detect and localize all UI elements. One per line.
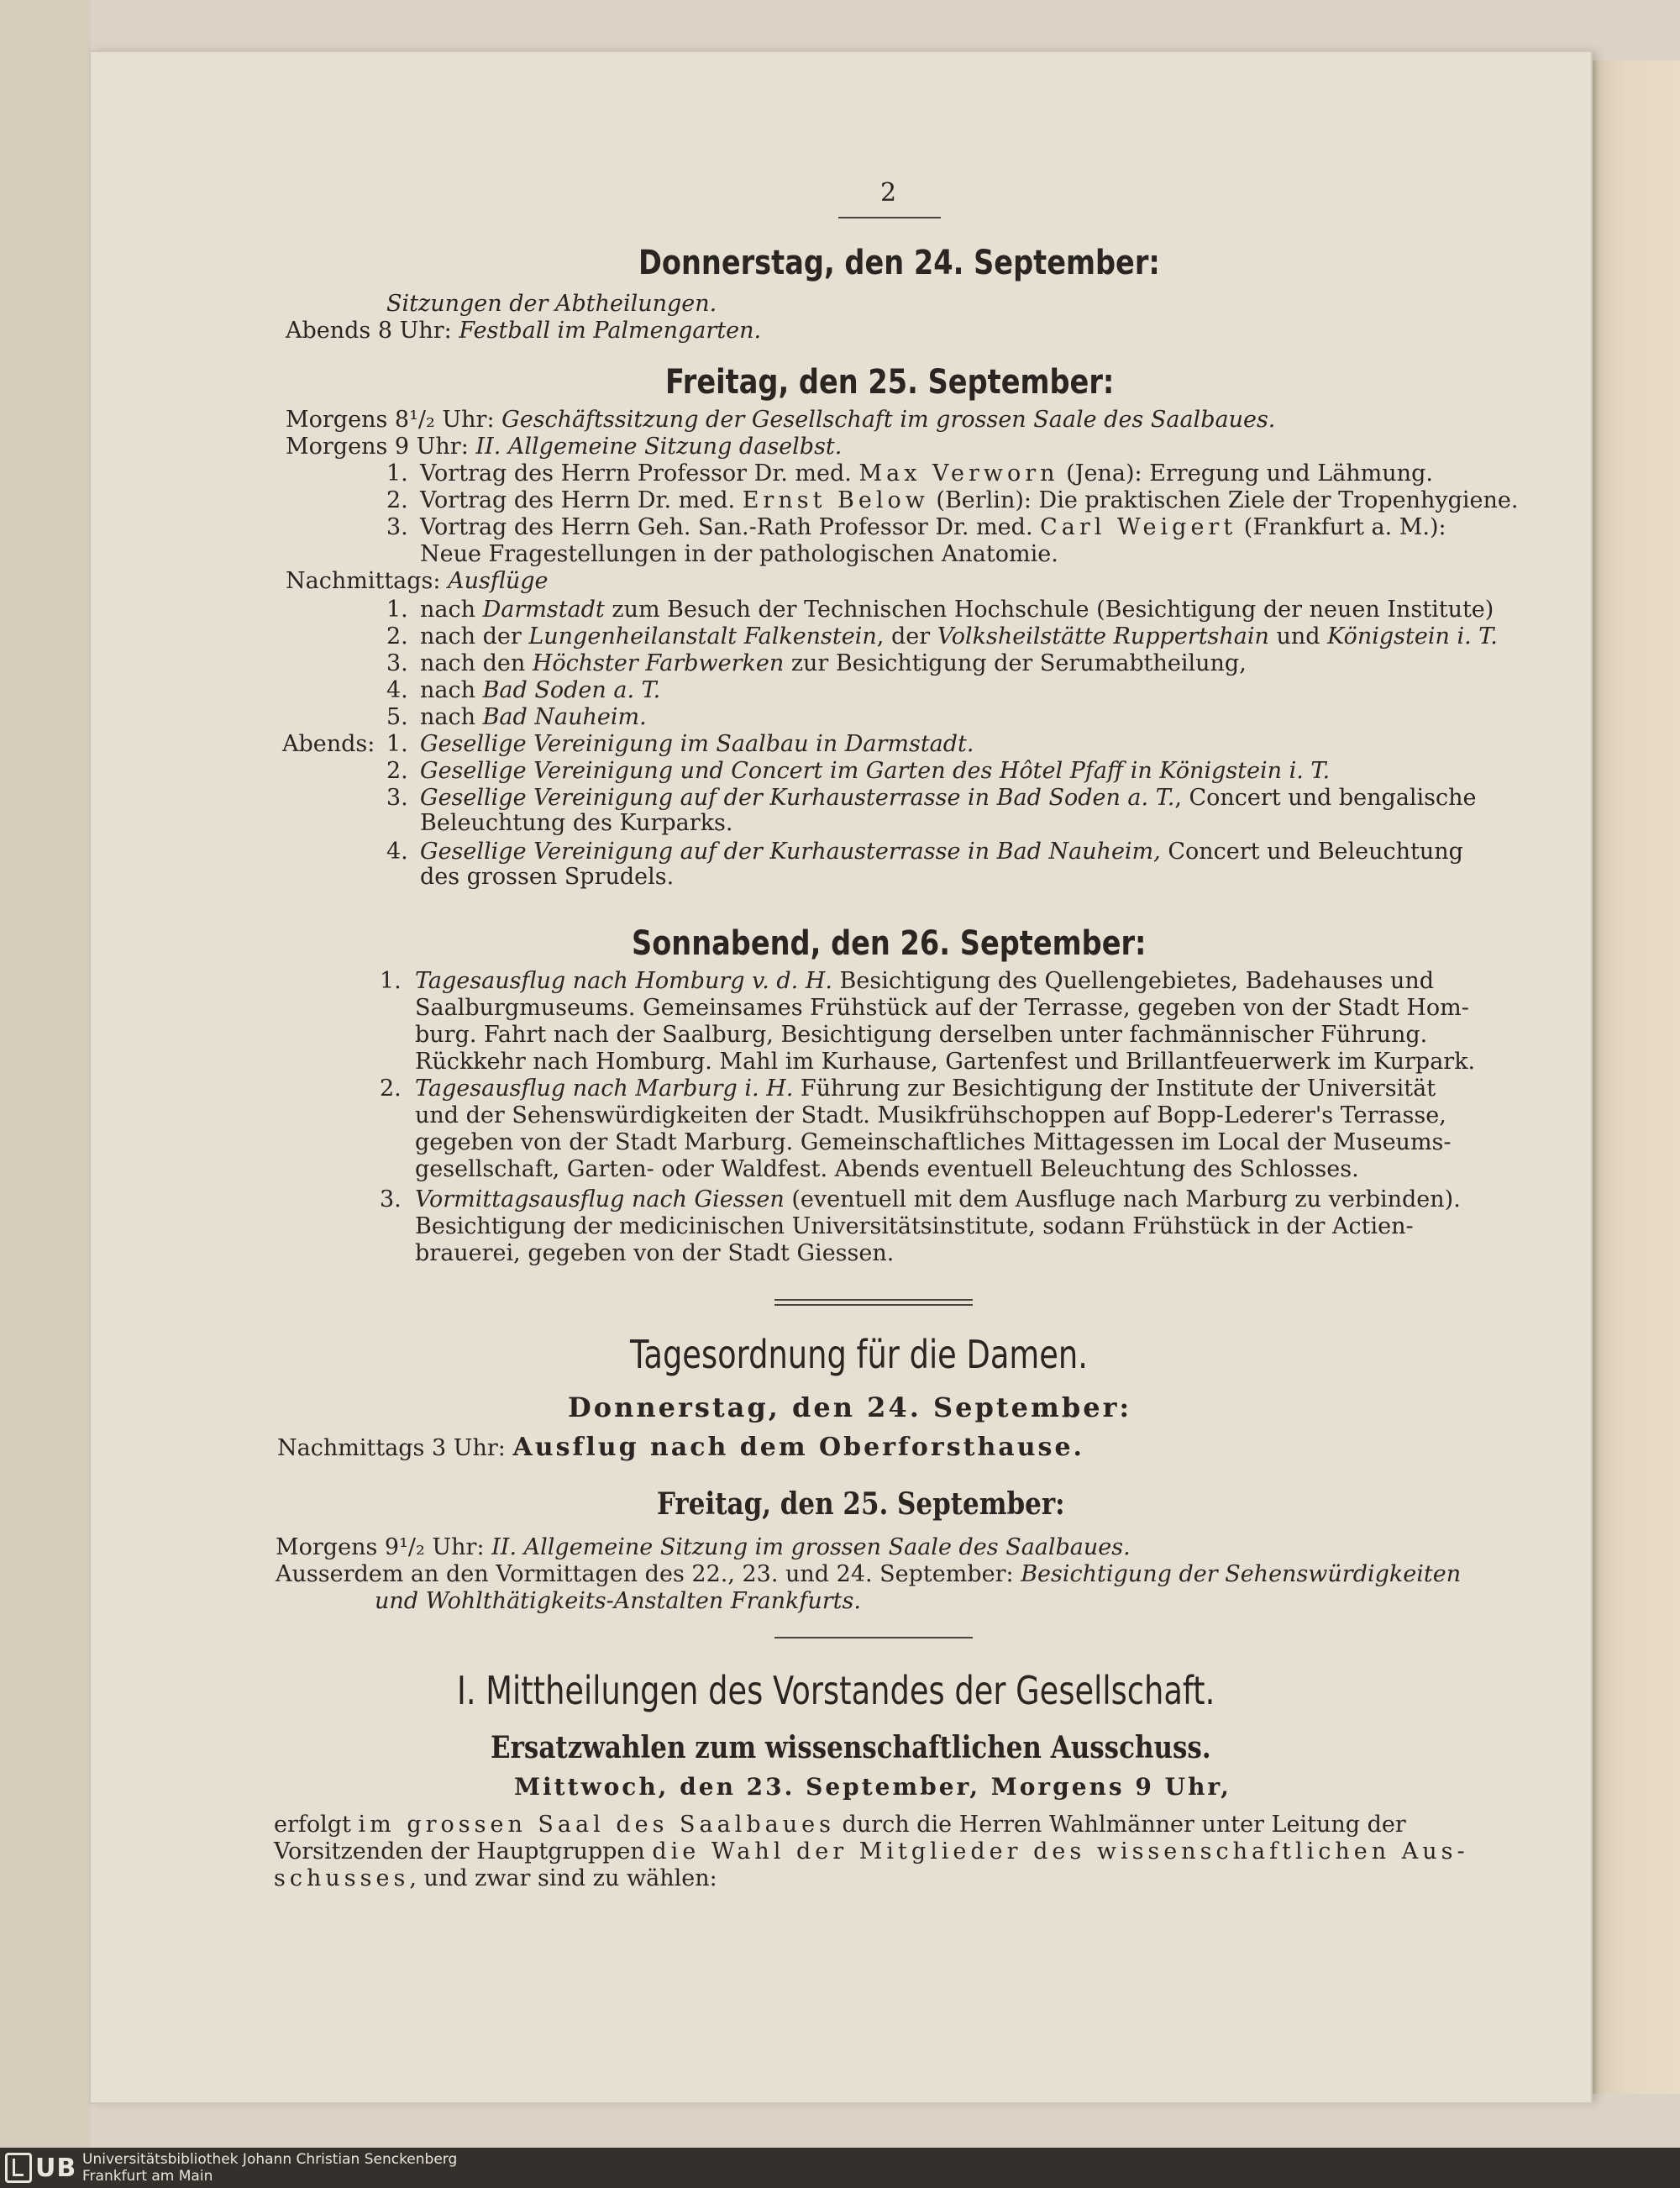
library-name-line-1: Universitätsbibliothek Johann Christian Senckenberg bbox=[82, 2151, 458, 2168]
excursion-4: nach Bad Soden a. T. bbox=[420, 677, 661, 703]
excursion-1: nach Darmstadt zum Besuch der Technischen Hochschule (Besichtigung der neuen Institute) bbox=[420, 597, 1494, 623]
lecture-2-num: 2. bbox=[386, 487, 408, 513]
evening-3-num: 3. bbox=[386, 785, 408, 811]
ladies-friday-morning: Morgens 9¹/₂ Uhr: II. Allgemeine Sitzung im grossen Saale des Saalbaues. bbox=[276, 1534, 1131, 1560]
ladies-thursday-heading: Donnerstag, den 24. September: bbox=[568, 1391, 1132, 1423]
lecture-1: Vortrag des Herrn Professor Dr. med. Max Verworn (Jena): Erregung und Lähmung. bbox=[420, 460, 1433, 487]
tour-2-line-4: gesellschaft, Garten- oder Waldfest. Abends eventuell Beleuchtung des Schlosses. bbox=[415, 1156, 1359, 1182]
thursday-sessions: Sitzungen der Abtheilungen. bbox=[386, 291, 717, 317]
excursion-5-num: 5. bbox=[386, 704, 408, 730]
elections-subtitle: Ersatzwahlen zum wissenschaftlichen Ausschuss. bbox=[491, 1730, 1211, 1765]
excursion-2-num: 2. bbox=[386, 623, 408, 650]
divider-2 bbox=[774, 1637, 973, 1638]
friday-morning-1: Morgens 8¹/₂ Uhr: Geschäftssitzung der Gesellschaft im grossen Saale des Saalbaues. bbox=[286, 407, 1276, 433]
evening-label: Abends: bbox=[282, 731, 375, 757]
evening-4: Gesellige Vereinigung auf der Kurhausterrasse in Bad Nauheim, Concert und Beleuchtung bbox=[420, 839, 1463, 865]
evening-4-num: 4. bbox=[386, 839, 408, 865]
scan-background bbox=[0, 0, 91, 2151]
tour-1: Tagesausflug nach Homburg v. d. H. Besichtigung des Quellengebietes, Badehauses und bbox=[415, 968, 1435, 994]
excursion-3-num: 3. bbox=[386, 650, 408, 676]
lecture-3-num: 3. bbox=[386, 514, 408, 540]
excursion-1-num: 1. bbox=[386, 597, 408, 623]
library-name-line-2: Frankfurt am Main bbox=[82, 2168, 213, 2185]
tour-3: Vormittagsausflug nach Giessen (eventuell mit dem Ausfluge nach Marburg zu verbinden). bbox=[415, 1186, 1461, 1212]
evening-3: Gesellige Vereinigung auf der Kurhausterrasse in Bad Soden a. T., Concert und bengalische bbox=[420, 785, 1477, 811]
tour-2-num: 2. bbox=[380, 1076, 402, 1102]
logo-text: UB bbox=[35, 2153, 77, 2183]
excursion-2: nach der Lungenheilanstalt Falkenstein, der Volksheilstätte Ruppertshain und Königstein i. T. bbox=[420, 623, 1498, 650]
tour-3-num: 3. bbox=[380, 1186, 402, 1212]
elections-date: Mittwoch, den 23. September, Morgens 9 Uhr, bbox=[514, 1773, 1231, 1801]
ladies-friday-heading: Freitag, den 25. September: bbox=[657, 1486, 1065, 1522]
tour-1-num: 1. bbox=[380, 968, 402, 994]
tour-1-line-2: Saalburgmuseums. Gemeinsames Frühstück auf der Terrasse, gegeben von der Stadt Hom- bbox=[415, 995, 1469, 1021]
tour-1-line-3: burg. Fahrt nach der Saalburg, Besichtigung derselben unter fachmännischer Führung. bbox=[415, 1022, 1428, 1048]
elections-para-2: Vorsitzenden der Hauptgruppen die Wahl der Mitglieder des wissenschaftlichen Aus- bbox=[274, 1838, 1469, 1865]
tour-2-line-2: und der Sehenswürdigkeiten der Stadt. Musikfrühschoppen auf Bopp-Lederer's Terrasse, bbox=[415, 1102, 1446, 1128]
evening-1: Gesellige Vereinigung im Saalbau in Darmstadt. bbox=[420, 731, 974, 757]
library-name bbox=[82, 2151, 457, 2185]
document-page bbox=[91, 52, 1591, 2102]
excursion-3: nach den Höchster Farbwerken zur Besichtigung der Serumabtheilung, bbox=[420, 650, 1247, 676]
friday-morning-2: Morgens 9 Uhr: II. Allgemeine Sitzung daselbst. bbox=[286, 434, 843, 460]
ub-logo-icon bbox=[5, 2153, 32, 2183]
thursday-evening: Abends 8 Uhr: Festball im Palmengarten. bbox=[286, 318, 762, 344]
excursion-5: nach Bad Nauheim. bbox=[420, 704, 647, 730]
ladies-program-title: Tagesordnung für die Damen. bbox=[630, 1332, 1088, 1377]
lecture-3: Vortrag des Herrn Geh. San.-Rath Professor Dr. med. Carl Weigert (Frankfurt a. M.): bbox=[420, 514, 1446, 540]
tour-2-line-3: gegeben von der Stadt Marburg. Gemeinschaftliches Mittagessen im Local der Museums- bbox=[415, 1129, 1452, 1155]
evening-2: Gesellige Vereinigung und Concert im Garten des Hôtel Pfaff in Königstein i. T. bbox=[420, 758, 1331, 784]
evening-1-num: 1. bbox=[386, 731, 408, 757]
page-number: 2 bbox=[880, 178, 897, 208]
tour-3-line-3: brauerei, gegeben von der Stadt Giessen. bbox=[415, 1240, 895, 1266]
afternoon-label: Nachmittags: Ausflüge bbox=[286, 568, 549, 594]
tour-2: Tagesausflug nach Marburg i. H. Führung zur Besichtigung der Institute der Universität bbox=[415, 1076, 1436, 1102]
library-logo bbox=[5, 2153, 76, 2183]
heading-thursday: Donnerstag, den 24. September: bbox=[638, 244, 1160, 282]
library-footer bbox=[0, 2148, 1680, 2188]
heading-friday: Freitag, den 25. September: bbox=[665, 363, 1115, 402]
heading-saturday: Sonnabend, den 26. September: bbox=[632, 924, 1147, 963]
lecture-1-num: 1. bbox=[386, 460, 408, 487]
elections-para-1: erfolgt im grossen Saal des Saalbaues durch die Herren Wahlmänner unter Leitung der bbox=[274, 1812, 1406, 1838]
lecture-2: Vortrag des Herrn Dr. med. Ernst Below (Berlin): Die praktischen Ziele der Tropenhygiene. bbox=[420, 487, 1519, 513]
ladies-friday-extra-cont: und Wohlthätigkeits-Anstalten Frankfurts. bbox=[375, 1588, 861, 1614]
elections-para-3: schusses, und zwar sind zu wählen: bbox=[274, 1865, 717, 1891]
ladies-thursday-line: Nachmittags 3 Uhr: Ausflug nach dem Oberforsthause. bbox=[277, 1433, 1084, 1462]
divider-1 bbox=[774, 1299, 973, 1306]
page-number-rule bbox=[838, 217, 941, 218]
ladies-friday-extra: Ausserdem an den Vormittagen des 22., 23. und 24. September: Besichtigung der Sehenswürdigkeiten bbox=[276, 1561, 1462, 1587]
tour-1-line-4: Rückkehr nach Homburg. Mahl im Kurhause, Gartenfest und Brillantfeuerwerk im Kurpark. bbox=[415, 1049, 1476, 1075]
lecture-3-cont: Neue Fragestellungen in der pathologischen Anatomie. bbox=[420, 541, 1058, 567]
evening-3-cont: Beleuchtung des Kurparks. bbox=[420, 810, 733, 836]
evening-4-cont: des grossen Sprudels. bbox=[420, 864, 675, 890]
board-announcements-title: I. Mittheilungen des Vorstandes der Gesellschaft. bbox=[457, 1668, 1215, 1713]
excursion-4-num: 4. bbox=[386, 677, 408, 703]
tour-3-line-2: Besichtigung der medicinischen Universitätsinstitute, sodann Frühstück in der Actien- bbox=[415, 1213, 1414, 1239]
evening-2-num: 2. bbox=[386, 758, 408, 784]
next-page-edge bbox=[1591, 60, 1680, 2094]
